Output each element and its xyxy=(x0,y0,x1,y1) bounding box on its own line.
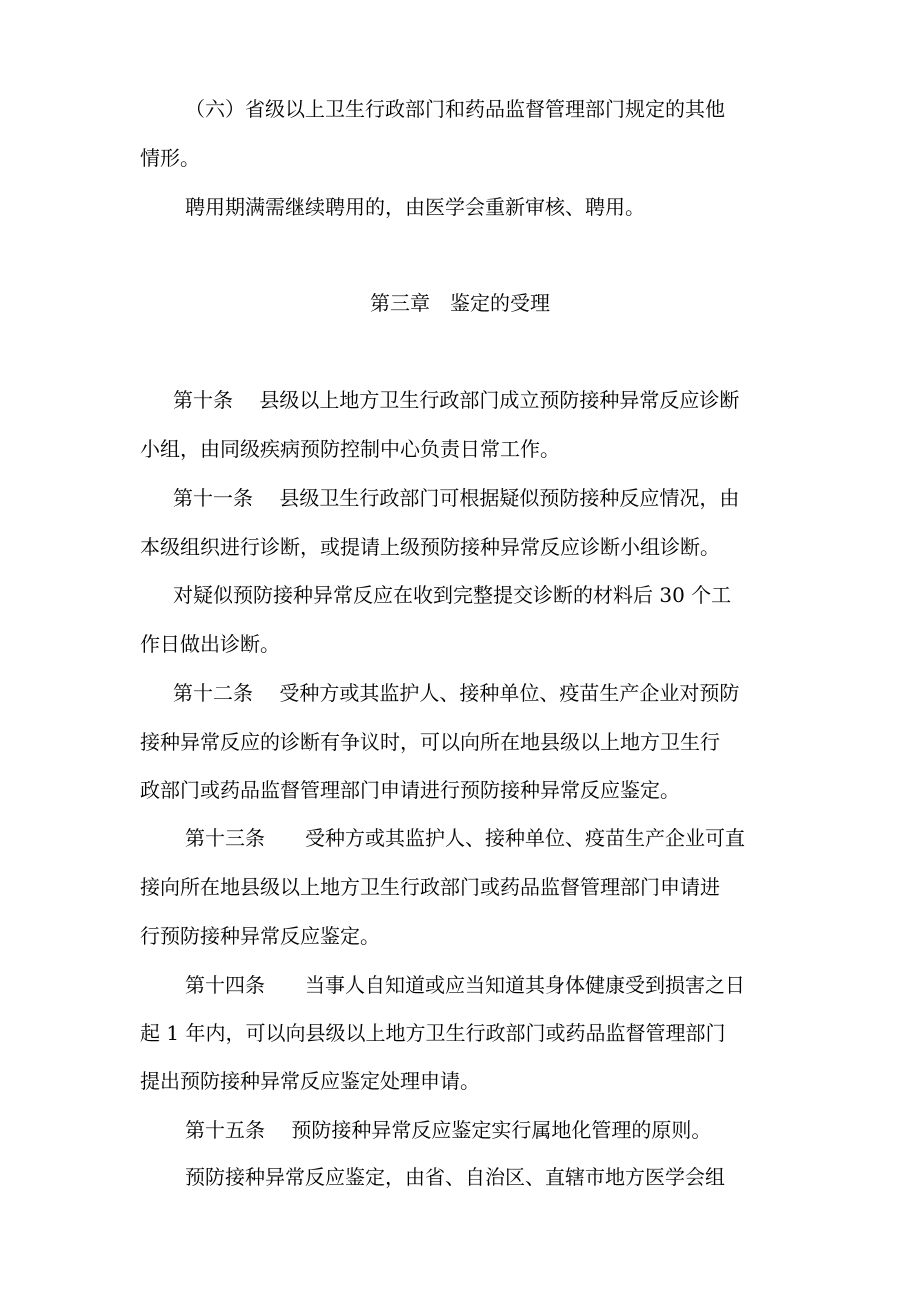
text-line: 预防接种异常反应鉴定，由省、自治区、直辖市地方医学会组 xyxy=(185,1165,725,1189)
text-line: 第十条 县级以上地方卫生行政部门成立预防接种异常反应诊断 xyxy=(173,388,740,412)
text-line: 第十四条 当事人自知道或应当知道其身体健康受到损害之日 xyxy=(185,973,745,997)
text-line: 第十一条 县级卫生行政部门可根据疑似预防接种反应情况，由 xyxy=(173,486,740,510)
text-line: 第十二条 受种方或其监护人、接种单位、疫苗生产企业对预防 xyxy=(173,681,740,705)
text-line: 作日做出诊断。 xyxy=(140,632,280,656)
text-line: 政部门或药品监督管理部门申请进行预防接种异常反应鉴定。 xyxy=(140,778,680,802)
text-line: 第十五条 预防接种异常反应鉴定实行属地化管理的原则。 xyxy=(185,1118,712,1142)
text-line: 行预防接种异常反应鉴定。 xyxy=(140,924,380,948)
text-line: 提出预防接种异常反应鉴定处理申请。 xyxy=(140,1069,480,1093)
text-line: 聘用期满需继续聘用的，由医学会重新审核、聘用。 xyxy=(185,195,645,219)
text-line: 情形。 xyxy=(140,146,200,170)
text-line: 接向所在地县级以上地方卫生行政部门或药品监督管理部门申请进 xyxy=(140,875,720,899)
text-line: 接种异常反应的诊断有争议时，可以向所在地县级以上地方卫生行 xyxy=(140,730,720,754)
text-line: 起 1 年内，可以向县级以上地方卫生行政部门或药品监督管理部门 xyxy=(140,1021,726,1045)
chapter-title: 第三章 鉴定的受理 xyxy=(370,291,550,315)
text-line: 第十三条 受种方或其监护人、接种单位、疫苗生产企业可直 xyxy=(185,826,745,850)
text-line: 小组，由同级疾病预防控制中心负责日常工作。 xyxy=(140,437,560,461)
text-line: （六）省级以上卫生行政部门和药品监督管理部门规定的其他 xyxy=(185,97,725,121)
text-line: 对疑似预防接种异常反应在收到完整提交诊断的材料后 30 个工 xyxy=(173,583,732,607)
text-line: 本级组织进行诊断，或提请上级预防接种异常反应诊断小组诊断。 xyxy=(140,535,720,559)
